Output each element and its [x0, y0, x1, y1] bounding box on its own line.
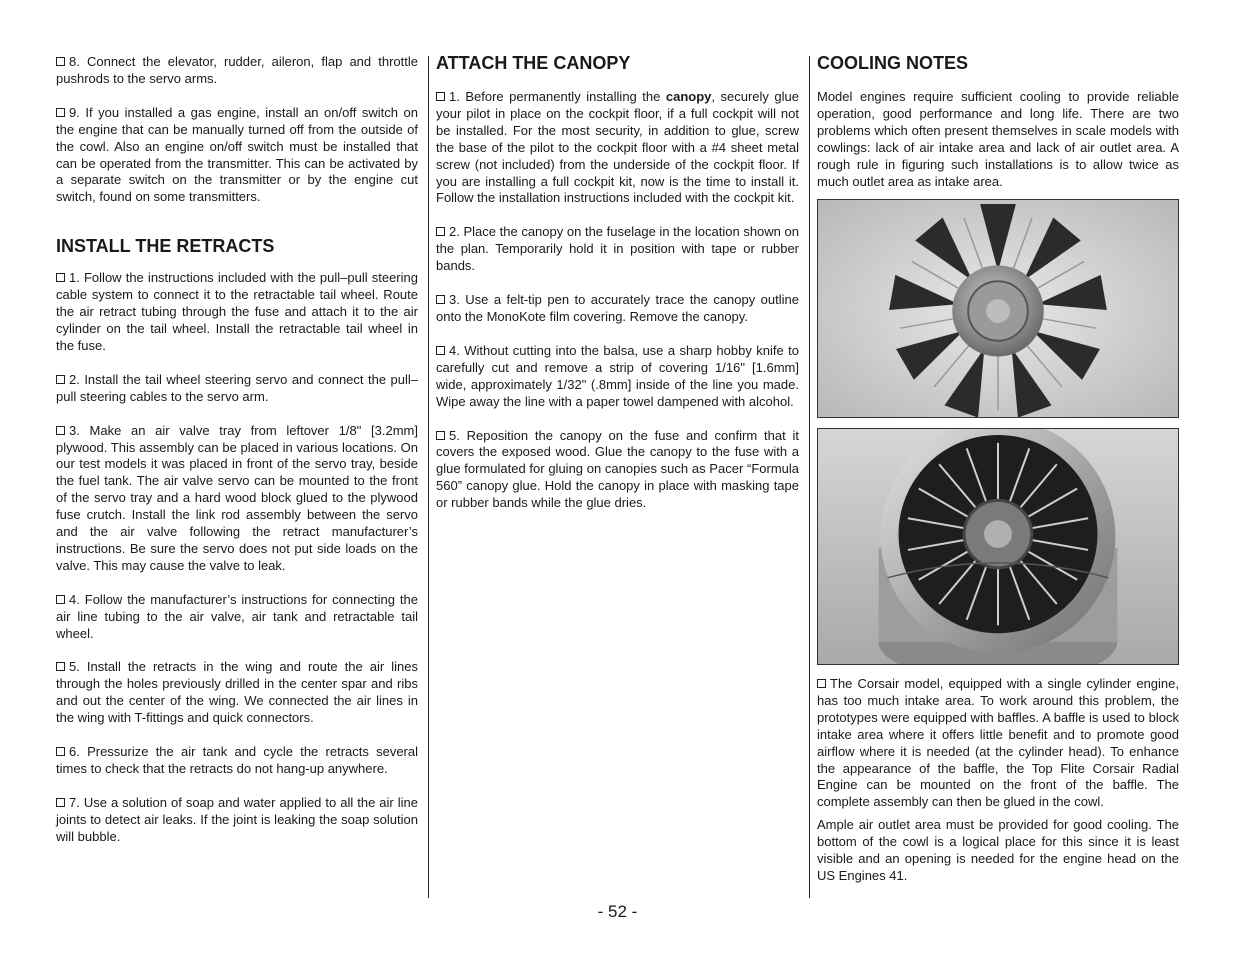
retract-step-5: 5. Install the retracts in the wing and route the air lines through the holes previously drilled in the center spar and ribs and out the center of the wing. We connected the air lines in the wing with T-fittings and quick connectors.	[56, 659, 418, 726]
checkbox-icon[interactable]	[436, 92, 445, 101]
cooling-note-1: The Corsair model, equipped with a single cylinder engine, has too much intake area. To work around this problem, the prototypes were equipped with baffles. A baffle is used to block intake area where it offers little benefit and to promote good airflow where it is needed (at the cylinder head). To enhance the appearance of the baffle, the Top Flite Corsair Radial Engine can be mounted on the front of the baffle. The complete assembly can then be glued in the cowl.	[817, 676, 1179, 810]
checkbox-icon[interactable]	[436, 346, 445, 355]
checkbox-icon[interactable]	[436, 431, 445, 440]
retract-step-6: 6. Pressurize the air tank and cycle the retracts several times to check that the retracts do not hang-up anywhere.	[56, 744, 418, 776]
cooling-intro: Model engines require sufficient cooling to provide reliable operation, good performance and long life. There are two problems which often present themselves in scale models with cowlings: lack of air intake area and lack of air outlet area. A rough rule in figuring such installations is to allow twice as much outlet area as intake area.	[817, 89, 1179, 189]
checkbox-icon[interactable]	[56, 426, 65, 435]
section-heading-retracts: INSTALL THE RETRACTS	[56, 236, 275, 257]
checkbox-icon[interactable]	[56, 798, 65, 807]
checkbox-icon[interactable]	[56, 595, 65, 604]
step-9: 9. If you installed a gas engine, install an on/off switch on the engine that can be manually turned off from the outside of the cowl. Also an engine on/off switch must be installed that can be operated from the transmitter. This can be activated by a separate switch on the transmitter or by the engine cut switch, found on some transmitters.	[56, 104, 418, 205]
checkbox-icon[interactable]	[56, 108, 65, 117]
page-number: - 52 -	[597, 902, 638, 921]
canopy-step-1: 1. Before permanently installing the canopy, securely glue your pilot in place on the cockpit floor, if a full cockpit will not be installed. For the most security, in addition to glue, screw the base of the pilot to the cockpit floor with a #4 sheet metal screw (not included) from the underside of the cockpit floor. If you are installing a full cockpit kit, now is the time to install it. Follow the installation instructions included with the cockpit kit.	[436, 89, 799, 206]
checkbox-icon[interactable]	[56, 273, 65, 282]
column-left	[56, 52, 418, 846]
checkbox-icon[interactable]	[56, 57, 65, 66]
cooling-note-2: Ample air outlet area must be provided for good cooling. The bottom of the cowl is a logical place for this since it is least visible and an opening is needed for the engine head on the US Engines 41.	[817, 817, 1179, 883]
checkbox-icon[interactable]	[817, 679, 826, 688]
retract-step-7: 7. Use a solution of soap and water applied to all the air line joints to detect air leaks. If the joint is leaking the soap solution will bubble.	[56, 794, 418, 844]
canopy-step-5: 5. Reposition the canopy on the fuse and confirm that it covers the exposed wood. Glue the canopy to the fuse with a glue formulated for gluing on canopies such as Pacer “Formula 560” canopy glue. Hold the canopy in place with masking tape or rubber bands while the glue dries.	[436, 427, 799, 511]
column-right	[817, 52, 1179, 190]
canopy-step-4: 4. Without cutting into the balsa, use a sharp hobby knife to carefully cut and remove a strip of covering 1/16" [1.6mm] wide, approximately 1/32" (.8mm] inside of the line you made. Wipe away the line with a paper towel dampened with alcohol.	[436, 342, 799, 409]
retract-step-1: 1. Follow the instructions included with the pull–pull steering cable system to connect it to the retractable tail wheel. Route the air retract tubing through the fuse and attach it to the air cylinder on the tail wheel. Install the retractable tail wheel in the fuse.	[56, 270, 418, 353]
checkbox-icon[interactable]	[56, 375, 65, 384]
canopy-step-2: 2. Place the canopy on the fuselage in the location shown on the plan. Temporarily hold it in position with tape or rubber bands.	[436, 224, 799, 274]
engine-in-cowl-photo	[817, 428, 1179, 665]
column-divider-right	[809, 56, 810, 898]
retract-step-4: 4. Follow the manufacturer’s instructions for connecting the air line tubing to the air valve, air tank and retractable tail wheel.	[56, 591, 418, 641]
section-heading-canopy: ATTACH THE CANOPY	[436, 53, 631, 73]
section-heading-cooling: COOLING NOTES	[817, 53, 969, 73]
checkbox-icon[interactable]	[56, 662, 65, 671]
step-8: 8. Connect the elevator, rudder, aileron, flap and throttle pushrods to the servo arms.	[56, 54, 418, 86]
checkbox-icon[interactable]	[436, 295, 445, 304]
engine-baffle-photo	[817, 199, 1179, 418]
canopy-step-3: 3. Use a felt-tip pen to accurately trace the canopy outline onto the MonoKote film covering. Remove the canopy.	[436, 292, 799, 324]
retract-step-3: 3. Make an air valve tray from leftover 1/8" [3.2mm] plywood. This assembly can be placed in various locations. On our test models it was placed in front of the servo tray, beside the fuel tank. The air valve servo can be mounted to the front of the servo tray and a hard wood block glued to the plywood fuse crutch. Install the link rod assembly between the servo and the air valve following the retract manufacturer’s instructions. Be sure the servo does not put side loads on the valve. This may cause the valve to leak.	[56, 422, 418, 573]
column-middle	[436, 52, 799, 512]
checkbox-icon[interactable]	[56, 747, 65, 756]
checkbox-icon[interactable]	[436, 227, 445, 236]
cooling-notes-continued	[817, 676, 1179, 885]
column-divider-left	[428, 56, 429, 898]
retract-step-2: 2. Install the tail wheel steering servo and connect the pull–pull steering cables to the servo arm.	[56, 371, 418, 404]
